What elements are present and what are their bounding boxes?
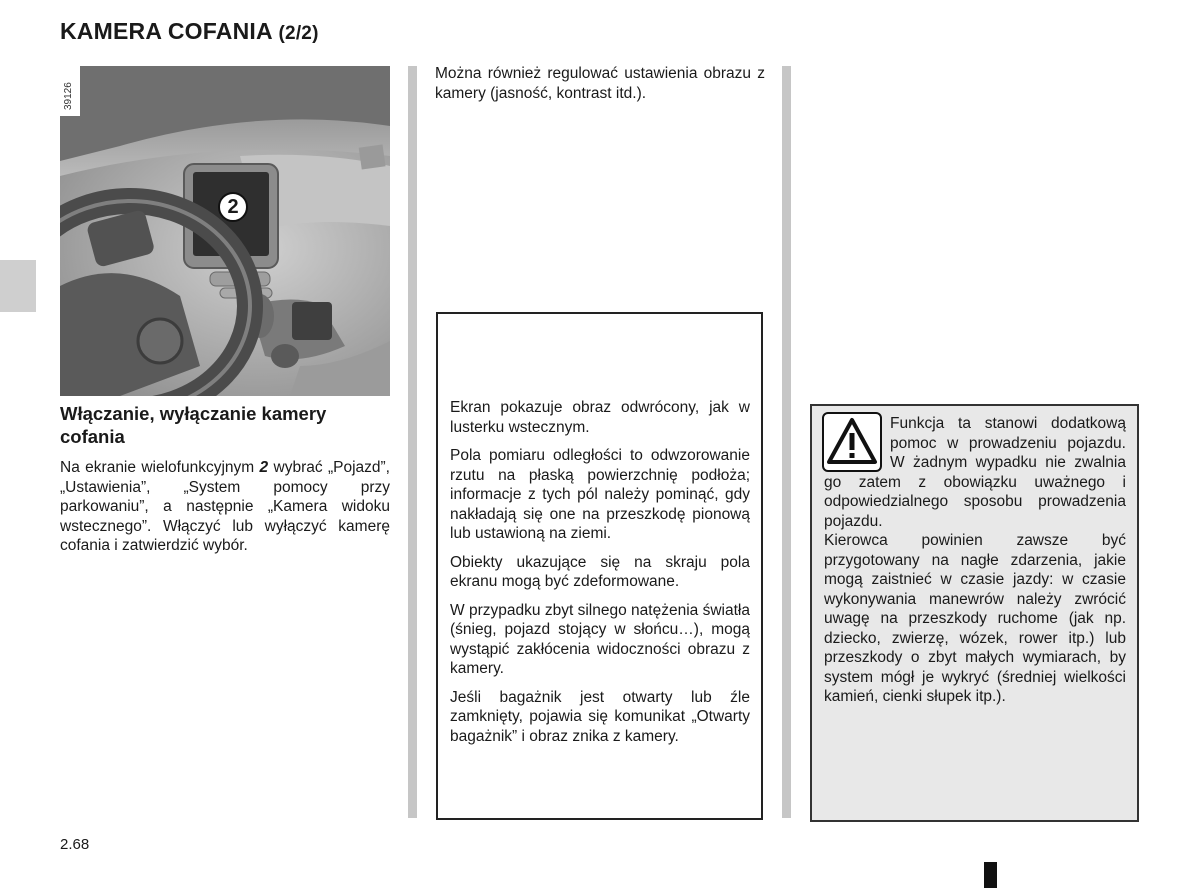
dashboard-illustration <box>60 66 390 396</box>
column-divider-right <box>782 66 791 818</box>
note-paragraph-5: Jeśli bagażnik jest otwarty lub źle zamknięty, pojawia się komunikat „Otwarty bagażnik” i obraz znika z kamery. <box>450 688 750 745</box>
column-divider-left <box>408 66 417 818</box>
note-paragraph-4: W przypadku zbyt silnego natężenia światła (śnieg, pojazd stojący w słońcu…), mogą wystąpić zakłócenia widoczności obrazu z kamery. <box>450 601 750 677</box>
middle-top-paragraph: Można również regulować ustawienia obrazu z kamery (jasność, kontrast itd.). <box>435 65 765 102</box>
figure-code: 39126 <box>63 82 74 110</box>
body-text-end: wybrać „Pojazd”, „Ustawienia”, „System pomocy przy parkowaniu”, a następnie „Kamera widoku wstecznego”. Włączyć lub wyłączyć kamerę cofania i zatwierdzić wybór. <box>60 459 390 554</box>
body-text-start: Na ekranie wielofunkcyjnym <box>60 459 260 476</box>
note-paragraph-2: Pola pomiaru odległości to odwzorowanie rzutu na płaską powierzchnię podłoża; informacje z tych pól należy pominąć, gdy nakładają się one na przeszkodę pionową lub ustawioną na ziemi. <box>450 447 750 542</box>
title-text: KAMERA COFANIA <box>60 18 272 44</box>
dashboard-drawing <box>60 66 390 396</box>
warning-paragraph-1-text: Funkcja ta stanowi dodatkową pomoc w prowadzeniu pojazdu. W żadnym wypadku nie zwalnia go zatem z obowiązku uważnego i odpowiedzialnego sposobu prowadzenia pojazdu. <box>824 415 1126 530</box>
warning-paragraph-1 <box>824 414 1126 531</box>
callout-2-badge: 2 <box>218 192 248 222</box>
page-number: 2.68 <box>60 836 90 853</box>
section-body <box>60 458 390 565</box>
warning-text <box>824 414 1126 707</box>
note-paragraph-1: Ekran pokazuje obraz odwrócony, jak w lusterku wstecznym. <box>450 399 750 436</box>
warning-paragraph-2: Kierowca powinien zawsze być przygotowany na nagłe zdarzenia, jakie mogą zaistnieć w czasie jazdy: w czasie wykonywania manewrów należy zwrócić uwagę na przeszkody ruchome (jak np. dziecko, zwierzę, wózek, rower itp.) lub przeszkody o zbyt małych wymiarach, by system mógł je wykryć (średniej wielkości kamień, cienki słupek itp.). <box>824 532 1126 705</box>
note-paragraph-3: Obiekty ukazujące się na skraju pola ekranu mogą być zdeformowane. <box>450 553 750 590</box>
middle-top-text <box>435 64 765 112</box>
title-suffix: (2/2) <box>278 23 319 44</box>
body-ref-number: 2 <box>259 459 269 476</box>
page-title <box>60 18 319 45</box>
figure-code-strip <box>60 66 80 116</box>
icon-spacer <box>824 414 890 472</box>
note-box-text <box>450 398 750 755</box>
section-heading: Włączanie, wyłączanie kamery cofania <box>60 403 327 447</box>
chapter-tab <box>0 260 36 312</box>
thumb-index-mark <box>984 862 997 888</box>
